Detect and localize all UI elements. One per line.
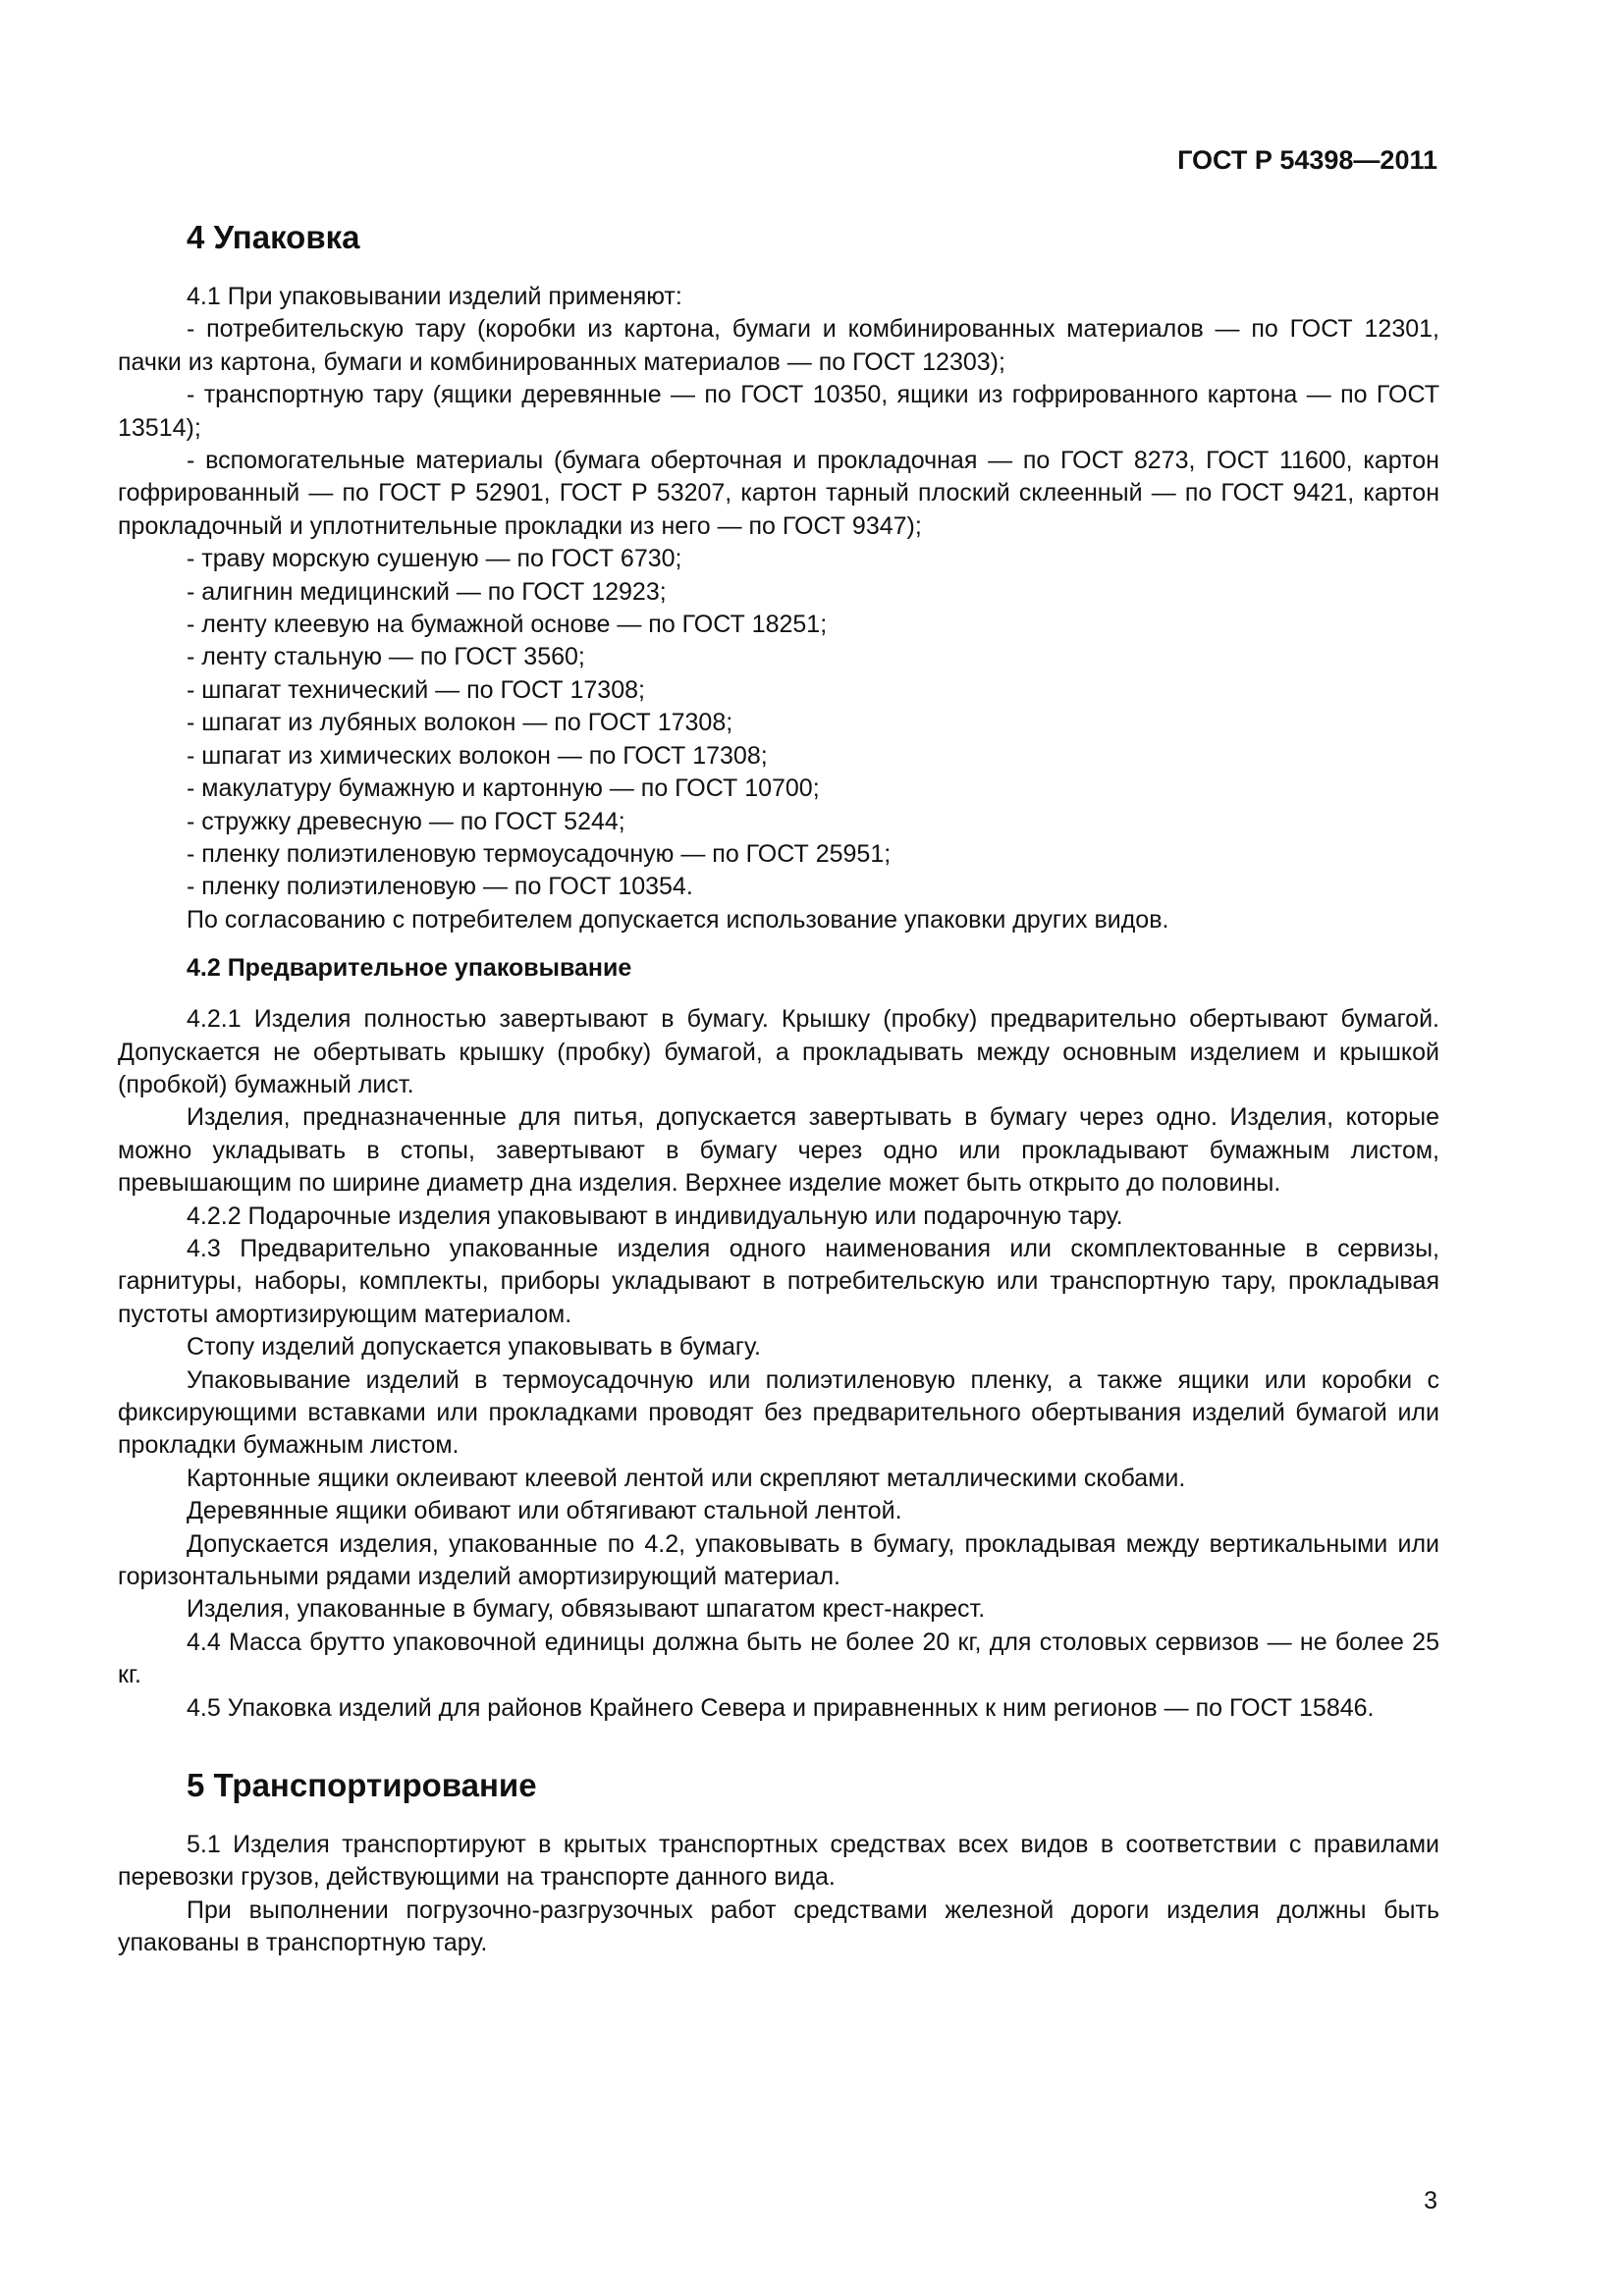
section-5-title: 5 Транспортирование [187, 1767, 537, 1804]
list-item: - алигнин медицинский — по ГОСТ 12923; [187, 577, 667, 606]
paragraph: Изделия, упакованные в бумагу, обвязывают шпагатом крест-накрест. [187, 1595, 986, 1624]
paragraph: Картонные ящики оклеивают клеевой лентой или скрепляют металлическими скобами. [187, 1464, 1186, 1492]
list-item: - макулатуру бумажную и картонную — по ГОСТ 10700; [187, 774, 820, 803]
paragraph: Стопу изделий допускается упаковывать в бумагу. [187, 1333, 761, 1362]
paragraph: 4.2.2 Подарочные изделия упаковывают в индивидуальную или подарочную тару. [187, 1201, 1123, 1230]
document-code: ГОСТ Р 54398—2011 [1177, 145, 1437, 175]
paragraph: По согласованию с потребителем допускается использование упаковки других видов. [187, 905, 1169, 934]
paragraph: 4.4 Масса брутто упаковочной единицы должна быть не более 20 кг, для столовых сервизов — не более 25 кг. [118, 1628, 1439, 1689]
list-item: - стружку древесную — по ГОСТ 5244; [187, 807, 625, 835]
list-item: - шпагат из лубяных волокон — по ГОСТ 17308; [187, 709, 733, 737]
paragraph: Допускается изделия, упакованные по 4.2, упаковывать в бумагу, прокладывая между вертикальными или горизонтальными рядами изделий амортизирующий материал. [118, 1529, 1439, 1591]
paragraph: Упаковывание изделий в термоусадочную или полиэтиленовую пленку, а также ящики или коробки с фиксирующими вставками или прокладками проводят без предварительного обертывания изделий бумагой или прокладки бумажным листом. [118, 1365, 1439, 1460]
section-4-body [118, 281, 1439, 936]
section-5-body [118, 1829, 1439, 1960]
subsection-4-2-title: 4.2 Предварительное упаковывание [187, 954, 632, 983]
paragraph: 4.5 Упаковка изделий для районов Крайнего Севера и приравненных к ним регионов — по ГОСТ 15846. [187, 1693, 1375, 1722]
paragraph: 5.1 Изделия транспортируют в крытых транспортных средствах всех видов в соответствии с правилами перевозки грузов, действующими на транспорте данного вида. [118, 1831, 1439, 1892]
list-item: - шпагат технический — по ГОСТ 17308; [187, 675, 645, 704]
subsection-4-2-body [118, 1003, 1439, 1725]
paragraph: 4.2.1 Изделия полностью завертывают в бумагу. Крышку (пробку) предварительно обертывают бумагой. Допускается не обертывать крышку (пробку) бумагой, а прокладывать между основным изделием и крышкой (пробкой) бумажный лист. [118, 1005, 1439, 1098]
list-item: - ленту стальную — по ГОСТ 3560; [187, 643, 585, 671]
list-item: - пленку полиэтиленовую термоусадочную — по ГОСТ 25951; [187, 839, 892, 868]
list-item: - шпагат из химических волокон — по ГОСТ 17308; [187, 741, 768, 770]
paragraph: Изделия, предназначенные для питья, допускается завертывать в бумагу через одно. Изделия, которые можно укладывать в стопы, завертывают в бумагу через одно или прокладывают бумажным листом, превышающим по ширине диаметр дна изделия. Верхнее изделие может быть открыто до половины. [118, 1103, 1439, 1198]
paragraph: 4.1 При упаковывании изделий применяют: [187, 283, 682, 310]
paragraph: - транспортную тару (ящики деревянные — по ГОСТ 10350, ящики из гофрированного картона — по ГОСТ 13514); [118, 381, 1439, 442]
paragraph: 4.3 Предварительно упакованные изделия одного наименования или скомплектованные в сервизы, гарнитуры, наборы, комплекты, приборы укладывают в потребительскую или транспортную тару, прокладывая пустоты амортизирующим материалом. [118, 1234, 1439, 1328]
page-content [118, 216, 1439, 1960]
list-item: - траву морскую сушеную — по ГОСТ 6730; [187, 545, 682, 573]
section-4-title: 4 Упаковка [187, 219, 360, 255]
list-item: - ленту клеевую на бумажной основе — по ГОСТ 18251; [187, 611, 828, 639]
paragraph: Деревянные ящики обивают или обтягивают стальной лентой. [187, 1497, 902, 1525]
paragraph: При выполнении погрузочно-разгрузочных работ средствами железной дороги изделия должны быть упакованы в транспортную тару. [118, 1896, 1439, 1957]
list-item: - пленку полиэтиленовую — по ГОСТ 10354. [187, 873, 693, 901]
paragraph: - вспомогательные материалы (бумага оберточная и прокладочная — по ГОСТ 8273, ГОСТ 11600, картон гофрированный — по ГОСТ Р 52901, ГОСТ Р 53207, картон тарный плоский склеенный — по ГОСТ 9421, картон прокладочный и уплотнительные прокладки из него — по ГОСТ 9347); [118, 447, 1439, 540]
paragraph: - потребительскую тару (коробки из картона, бумаги и комбинированных материалов — по ГОСТ 12301, пачки из картона, бумаги и комбинированных материалов — по ГОСТ 12303); [118, 315, 1439, 376]
page-number: 3 [1424, 2187, 1437, 2215]
